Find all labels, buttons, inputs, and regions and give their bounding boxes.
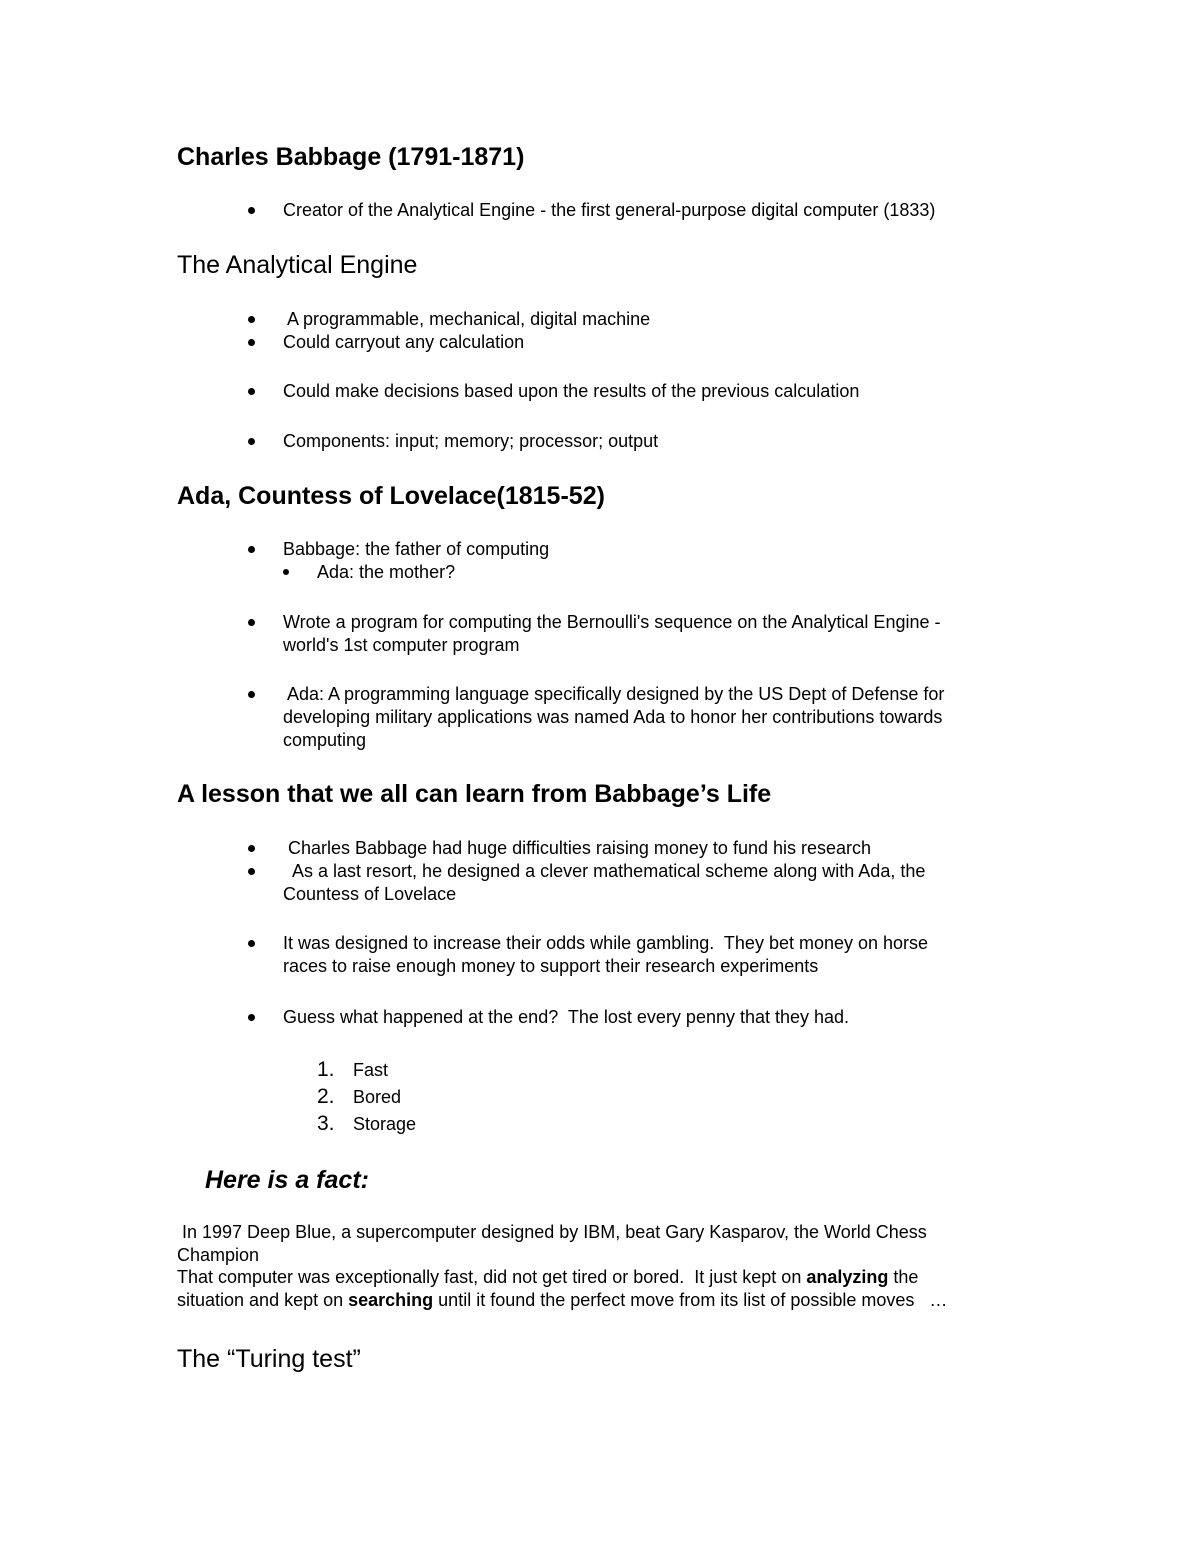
bullet-icon bbox=[248, 388, 255, 395]
numbered-item-text: Bored bbox=[353, 1087, 402, 1107]
list-item-line: Wrote a program for computing the Bernoulli's sequence on the Analytical Engine - bbox=[283, 612, 941, 632]
bullet-icon bbox=[248, 339, 255, 346]
bullet-icon bbox=[248, 207, 255, 214]
list-item: Charles Babbage had huge difficulties raising money to fund his research bbox=[283, 838, 872, 858]
fact-emphasis: analyzing bbox=[806, 1267, 889, 1287]
bullet-icon bbox=[248, 940, 255, 947]
bullet-icon bbox=[248, 1014, 255, 1021]
heading-lesson: A lesson that we all can learn from Babbage’s Life bbox=[177, 780, 772, 808]
numbered-item-number: 3. bbox=[317, 1112, 335, 1135]
numbered-item-text: Storage bbox=[353, 1114, 417, 1134]
list-item-line: world's 1st computer program bbox=[283, 635, 520, 655]
bullet-icon bbox=[248, 845, 255, 852]
numbered-item-number: 1. bbox=[317, 1058, 335, 1081]
heading-fact: Here is a fact: bbox=[205, 1166, 369, 1194]
bullet-icon bbox=[248, 316, 255, 323]
sub-bullet-icon bbox=[283, 569, 289, 575]
fact-line: Champion bbox=[177, 1245, 260, 1265]
fact-line bbox=[177, 1266, 918, 1289]
bullet-icon bbox=[248, 691, 255, 698]
list-item: Components: input; memory; processor; output bbox=[283, 431, 659, 451]
fact-text: until it found the perfect move from its list of possible moves … bbox=[433, 1290, 948, 1310]
fact-line bbox=[177, 1289, 947, 1312]
fact-emphasis: searching bbox=[348, 1290, 434, 1310]
list-item-line: computing bbox=[283, 730, 367, 750]
numbered-item-number: 2. bbox=[317, 1085, 335, 1108]
list-item: Could make decisions based upon the results of the previous calculation bbox=[283, 381, 860, 401]
heading-turing-test: The “Turing test” bbox=[177, 1345, 361, 1373]
fact-text: the bbox=[888, 1267, 919, 1287]
heading-charles-babbage: Charles Babbage (1791-1871) bbox=[177, 143, 525, 171]
numbered-item-text: Fast bbox=[353, 1060, 389, 1080]
sub-list-item: Ada: the mother? bbox=[317, 562, 456, 582]
bullet-icon bbox=[248, 619, 255, 626]
fact-line: In 1997 Deep Blue, a supercomputer designed by IBM, beat Gary Kasparov, the World Chess bbox=[177, 1222, 927, 1242]
list-item: Babbage: the father of computing bbox=[283, 539, 550, 559]
list-item-line: races to raise enough money to support their research experiments bbox=[283, 956, 819, 976]
fact-text: situation and kept on bbox=[177, 1290, 349, 1310]
heading-ada-lovelace: Ada, Countess of Lovelace(1815-52) bbox=[177, 482, 605, 510]
list-item: Creator of the Analytical Engine - the first general-purpose digital computer (1833) bbox=[283, 200, 936, 220]
heading-analytical-engine: The Analytical Engine bbox=[177, 251, 418, 279]
list-item: Could carryout any calculation bbox=[283, 332, 525, 352]
list-item: A programmable, mechanical, digital machine bbox=[283, 309, 651, 329]
list-item-line: It was designed to increase their odds while gambling. They bet money on horse bbox=[283, 933, 929, 953]
bullet-icon bbox=[248, 546, 255, 553]
bullet-icon bbox=[248, 438, 255, 445]
list-item-line: Ada: A programming language specifically designed by the US Dept of Defense for bbox=[283, 684, 945, 704]
list-item-line: developing military applications was named Ada to honor her contributions towards bbox=[283, 707, 943, 727]
list-item-line: As a last resort, he designed a clever mathematical scheme along with Ada, the bbox=[283, 861, 926, 881]
list-item: Guess what happened at the end? The lost every penny that they had. bbox=[283, 1007, 850, 1027]
bullet-icon bbox=[248, 868, 255, 875]
list-item-line: Countess of Lovelace bbox=[283, 884, 457, 904]
fact-text: That computer was exceptionally fast, did not get tired or bored. It just kept on bbox=[177, 1267, 807, 1287]
